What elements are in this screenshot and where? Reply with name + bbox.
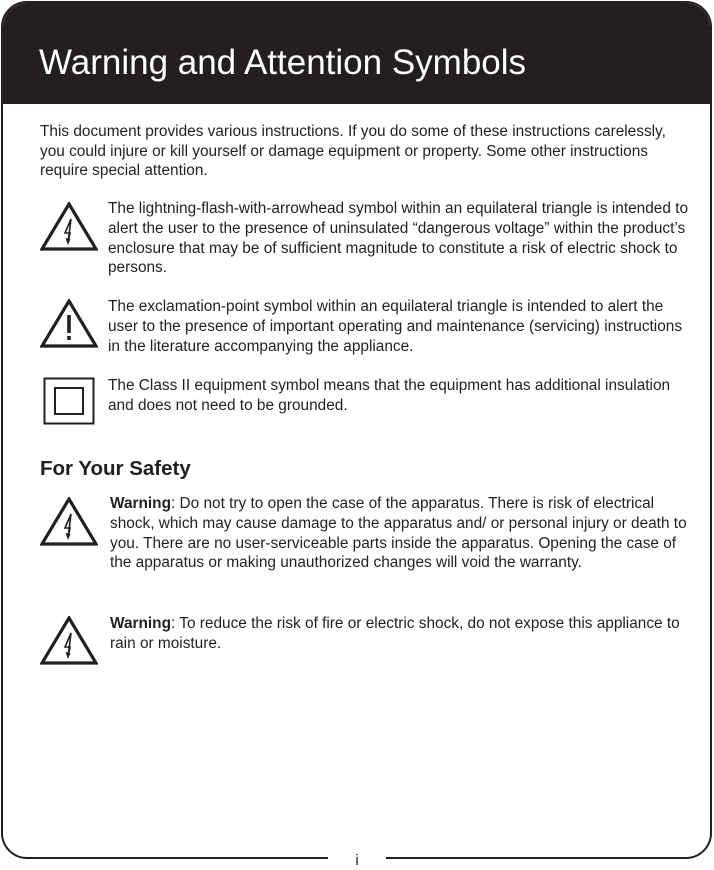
warning-body: : To reduce the risk of fire or electric shock, do not expose this appliance to rain or moisture. xyxy=(110,615,680,652)
header-bar xyxy=(3,3,710,104)
warning-label: Warning xyxy=(110,615,171,632)
warning-text-1 xyxy=(110,494,694,573)
page-title: Warning and Attention Symbols xyxy=(39,43,527,82)
intro-paragraph: This document provides various instructions. If you do some of these instructions carelessly, you could injure or kill yourself or damage equipment or property. Some other instructions require special attention. xyxy=(40,123,666,179)
warning-text-2 xyxy=(110,614,694,654)
page-number: i xyxy=(355,852,359,869)
exclamation-triangle-icon xyxy=(40,299,98,349)
warning-body: : Do not try to open the case of the apparatus. There is risk of electrical shock, which may cause damage to the apparatus and/ or personal injury or death to you. There are no user-serviceable parts inside the apparatus. Opening the case of the apparatus or making unauthorized changes will void the warranty. xyxy=(110,495,687,572)
warning-label: Warning xyxy=(110,495,171,512)
symbol-description-exclamation: The exclamation-point symbol within an equilateral triangle is intended to alert the user to the presence of important operating and maintenance (servicing) instructions in the literature accompanying the appliance. xyxy=(108,298,683,355)
symbol-description-class-ii: The Class II equipment symbol means that the equipment has additional insulation and does not need to be grounded. xyxy=(108,377,671,414)
symbol-description-lightning: The lightning-flash-with-arrowhead symbol within an equilateral triangle is intended to alert the user to the presence of uninsulated “dangerous voltage” within the product’s enclosure that may be of sufficient magnitude to constitute a risk of electric shock to persons. xyxy=(108,200,689,277)
class-ii-square-icon xyxy=(43,377,95,425)
lightning-triangle-icon xyxy=(40,497,98,547)
page-frame xyxy=(1,1,712,859)
lightning-triangle-icon xyxy=(40,202,98,252)
safety-section-title: For Your Safety xyxy=(40,457,191,480)
lightning-triangle-icon xyxy=(40,616,98,666)
